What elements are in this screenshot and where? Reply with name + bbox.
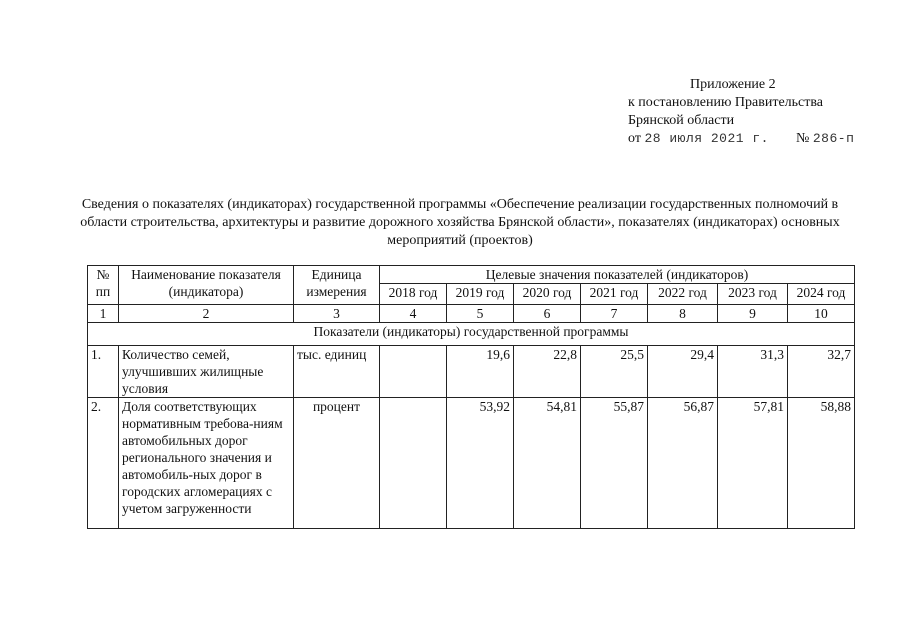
header-year: 2018 год	[380, 284, 447, 305]
column-number: 9	[718, 305, 788, 323]
date-prefix: от	[628, 131, 641, 146]
number-value: 286-п	[812, 131, 855, 146]
appendix-date-number	[628, 130, 854, 148]
row-value	[380, 398, 447, 529]
header-year: 2021 год	[581, 284, 648, 305]
column-number: 4	[380, 305, 447, 323]
row-value: 32,7	[788, 346, 855, 398]
row-unit: тыс. единиц	[294, 346, 380, 398]
column-number: 2	[119, 305, 294, 323]
row-num: 1.	[88, 346, 119, 398]
section-row	[88, 323, 855, 346]
row-unit: процент	[294, 398, 380, 529]
column-number: 8	[648, 305, 718, 323]
appendix-block	[628, 76, 854, 148]
row-value: 25,5	[581, 346, 648, 398]
header-row	[88, 266, 855, 284]
row-value: 57,81	[718, 398, 788, 529]
table-row	[88, 398, 855, 529]
document-title: Сведения о показателях (индикаторах) государственной программы «Обеспечение реализации государственных полномочий в области строительства, архитектуры и развитие дорожного хозяйства Брянской области», показателях (индикаторах) основных мероприятий (проектов)	[80, 197, 840, 248]
row-value: 58,88	[788, 398, 855, 529]
row-value: 54,81	[514, 398, 581, 529]
number-prefix: №	[796, 131, 810, 146]
section-title: Показатели (индикаторы) государственной программы	[88, 323, 855, 346]
appendix-region: Брянской области	[628, 113, 735, 128]
row-value: 19,6	[447, 346, 514, 398]
header-targets: Целевые значения показателей (индикаторов)	[380, 266, 855, 284]
column-number: 10	[788, 305, 855, 323]
row-num: 2.	[88, 398, 119, 529]
header-name: Наименование показателя (индикатора)	[119, 266, 294, 305]
row-value: 29,4	[648, 346, 718, 398]
column-numbers-row	[88, 305, 855, 323]
header-year: 2023 год	[718, 284, 788, 305]
row-name: Доля соответствующих нормативным требова-ниям автомобильных дорог регионального значения и автомобиль-ных дорог в городских агломерациях с учетом загруженности	[119, 398, 294, 529]
column-number: 5	[447, 305, 514, 323]
appendix-resolution: к постановлению Правительства	[628, 95, 824, 110]
table-row	[88, 346, 855, 398]
row-value: 56,87	[648, 398, 718, 529]
row-name: Количество семей, улучшивших жилищные условия	[119, 346, 294, 398]
column-number: 6	[514, 305, 581, 323]
row-value: 55,87	[581, 398, 648, 529]
row-value: 31,3	[718, 346, 788, 398]
indicators-table	[87, 265, 855, 529]
header-year: 2020 год	[514, 284, 581, 305]
column-number: 1	[88, 305, 119, 323]
header-year: 2024 год	[788, 284, 855, 305]
date-value: 28 июля 2021 г.	[644, 131, 769, 146]
header-year: 2022 год	[648, 284, 718, 305]
row-value: 22,8	[514, 346, 581, 398]
appendix-title: Приложение 2	[690, 77, 776, 92]
row-value: 53,92	[447, 398, 514, 529]
header-unit: Единица измерения	[294, 266, 380, 305]
column-number: 3	[294, 305, 380, 323]
header-year: 2019 год	[447, 284, 514, 305]
row-value	[380, 346, 447, 398]
column-number: 7	[581, 305, 648, 323]
header-num: № пп	[88, 266, 119, 305]
